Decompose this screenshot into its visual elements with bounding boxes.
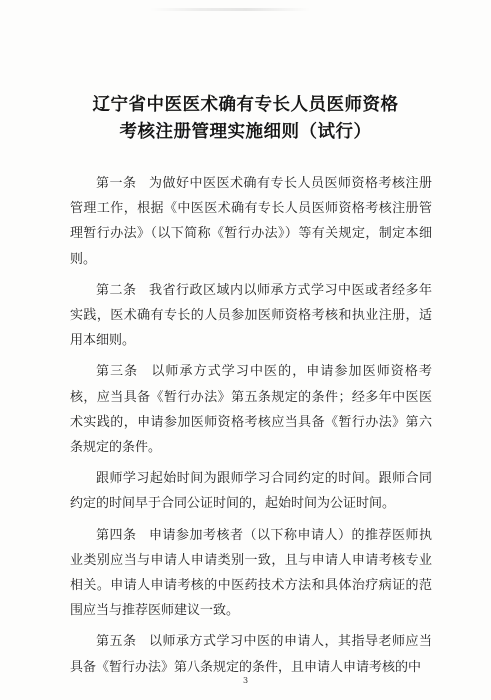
article-number: 第一条 <box>96 176 137 191</box>
article-text: 跟师学习起始时间为跟师学习合同约定的时间。跟师合同约定的时间早于合同公证时间的，起始时间为公证时间。 <box>70 471 432 512</box>
document-title-line-2: 考核注册管理实施细则（试行） <box>119 122 372 142</box>
article-text: 以师承方式学习中医的申请人，其指导老师应当具备《暂行办法》第八条规定的条件，且申请人申请考核的中 <box>70 634 432 675</box>
article-5-paragraph <box>70 629 432 679</box>
article-3-continuation-paragraph <box>70 466 432 516</box>
article-text: 申请参加考核者（以下称申请人）的推荐医师执业类别应当与申请人申请类别一致，且与申请人申请考核专业相关。申请人申请考核的中医药技术方法和具体治疗病证的范围应当与推荐医师建议一致。 <box>70 527 432 619</box>
article-number: 第二条 <box>96 282 137 298</box>
article-text: 我省行政区域内以师承方式学习中医或者经多年实践，医术确有专长的人员参加医师资格考核和执业注册，适用本细则。 <box>70 282 432 349</box>
article-2-paragraph <box>70 278 432 354</box>
article-number: 第四条 <box>96 527 137 543</box>
scan-artifact <box>150 8 310 11</box>
article-number: 第三条 <box>96 364 139 380</box>
article-4-paragraph <box>70 523 432 624</box>
article-text: 为做好中医医术确有专长人员医师资格考核注册管理工作，根据《中医医术确有专长人员医师资格考核注册管理暂行办法》（以下简称《暂行办法》）等有关规定，制定本细则。 <box>70 176 432 267</box>
article-text: 以师承方式学习中医的，申请参加医师资格考核，应当具备《暂行办法》第五条规定的条件；经多年中医医术实践的，申请参加医师资格考核应当具备《暂行办法》第六条规定的条件。 <box>70 364 432 456</box>
document-body <box>70 171 432 686</box>
article-3-paragraph <box>70 359 432 460</box>
page-number: 3 <box>242 676 249 685</box>
article-number: 第五条 <box>96 634 137 650</box>
article-1-paragraph <box>70 171 432 272</box>
document-title-line-1: 辽宁省中医医术确有专长人员医师资格 <box>92 95 399 115</box>
